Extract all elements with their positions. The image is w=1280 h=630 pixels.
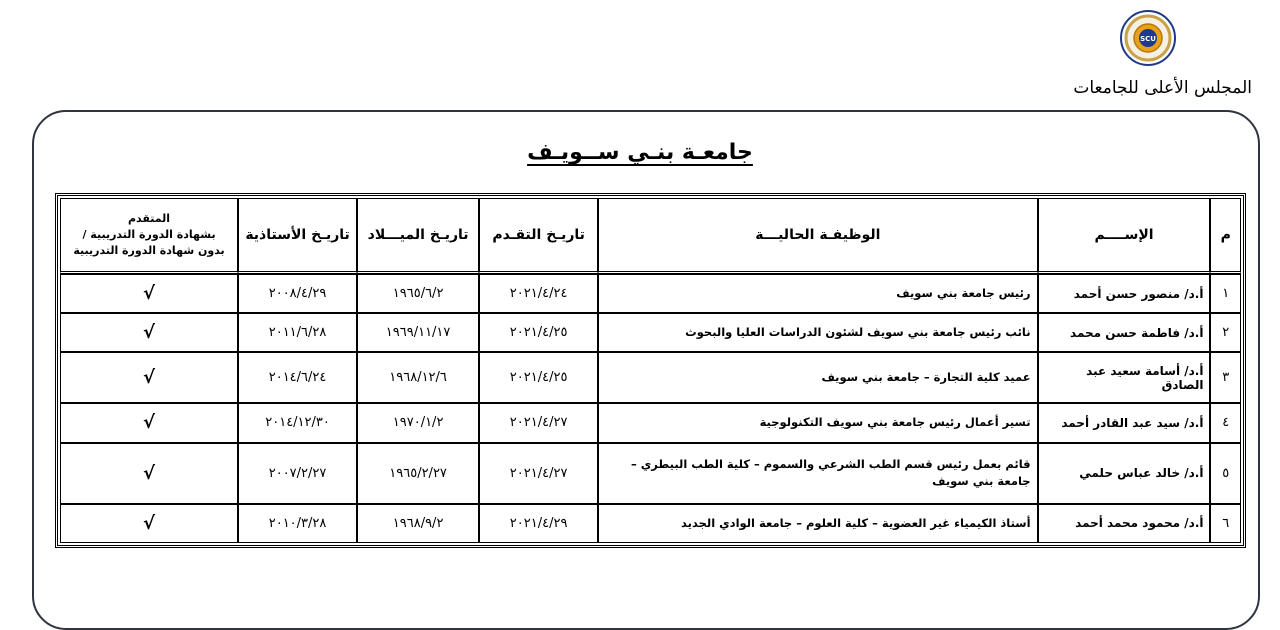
seal-text: SCU (1140, 35, 1156, 43)
cell-job: رئيس جامعة بني سويف (598, 274, 1037, 313)
cell-index: ٢ (1210, 313, 1241, 352)
cell-apply-date: ٢٠٢١/٤/٢٤ (479, 274, 598, 313)
candidates-table (60, 198, 1241, 543)
cell-training-check: √ (60, 403, 238, 442)
cell-job: عميد كلية التجارة – جامعة بني سويف (598, 352, 1037, 403)
council-logo (1042, 8, 1252, 100)
header-name: الإســــم (1038, 198, 1211, 274)
cell-index: ٦ (1210, 504, 1241, 543)
cell-training-check: √ (60, 504, 238, 543)
cell-apply-date: ٢٠٢١/٤/٢٩ (479, 504, 598, 543)
cell-prof-date: ٢٠٠٧/٢/٢٧ (238, 443, 357, 504)
cell-prof-date: ٢٠١١/٦/٢٨ (238, 313, 357, 352)
cell-job: نائب رئيس جامعة بني سويف لشئون الدراسات العليا والبحوث (598, 313, 1037, 352)
council-name: المجلس الأعلى للجامعات (1073, 78, 1252, 98)
cell-birth-date: ١٩٧٠/١/٢ (357, 403, 479, 442)
cell-job: قائم بعمل رئيس قسم الطب الشرعي والسموم – كلية الطب البيطري – جامعة بني سويف (598, 443, 1037, 504)
cell-training-check: √ (60, 443, 238, 504)
table-row (60, 443, 1241, 504)
cell-index: ٥ (1210, 443, 1241, 504)
cell-job: أستاذ الكيمياء غير العضوية – كلية العلوم – جامعة الوادي الجديد (598, 504, 1037, 543)
header-prof-date: تاريـخ الأستاذية (238, 198, 357, 274)
cell-index: ٤ (1210, 403, 1241, 442)
cell-prof-date: ٢٠٠٨/٤/٢٩ (238, 274, 357, 313)
cell-job: تسير أعمال رئيس جامعة بني سويف التكنولوجية (598, 403, 1037, 442)
table-row (60, 403, 1241, 442)
table-row (60, 313, 1241, 352)
cell-training-check: √ (60, 313, 238, 352)
header-apply-date: تاريـخ التقـدم (479, 198, 598, 274)
header-job: الوظيفـة الحاليـــة (598, 198, 1037, 274)
cell-apply-date: ٢٠٢١/٤/٢٥ (479, 352, 598, 403)
cell-apply-date: ٢٠٢١/٤/٢٧ (479, 403, 598, 442)
cell-name: أ.د/ خالد عباس حلمي (1038, 443, 1211, 504)
cell-birth-date: ١٩٦٩/١١/١٧ (357, 313, 479, 352)
page-title: جامعـة بنـي ســويـف (527, 140, 753, 165)
cell-training-check: √ (60, 352, 238, 403)
cell-name: أ.د/ فاطمة حسن محمد (1038, 313, 1211, 352)
cell-birth-date: ١٩٦٥/٢/٢٧ (357, 443, 479, 504)
cell-prof-date: ٢٠١٠/٣/٢٨ (238, 504, 357, 543)
cell-apply-date: ٢٠٢١/٤/٢٥ (479, 313, 598, 352)
cell-name: أ.د/ محمود محمد أحمد (1038, 504, 1211, 543)
table-header-row (60, 198, 1241, 274)
council-seal (1120, 10, 1176, 66)
cell-index: ٣ (1210, 352, 1241, 403)
table-row (60, 352, 1241, 403)
cell-apply-date: ٢٠٢١/٤/٢٧ (479, 443, 598, 504)
cell-name: أ.د/ سيد عبد القادر أحمد (1038, 403, 1211, 442)
cell-name: أ.د/ أسامة سعيد عبد الصادق (1038, 352, 1211, 403)
cell-prof-date: ٢٠١٤/١٢/٣٠ (238, 403, 357, 442)
cell-training-check: √ (60, 274, 238, 313)
cell-birth-date: ١٩٦٨/٩/٢ (357, 504, 479, 543)
header-birth-date: تاريـخ الميـــلاد (357, 198, 479, 274)
cell-birth-date: ١٩٦٥/٦/٢ (357, 274, 479, 313)
table-row (60, 504, 1241, 543)
table-row (60, 274, 1241, 313)
cell-name: أ.د/ منصور حسن أحمد (1038, 274, 1211, 313)
header-training: المتقدم بشهادة الدورة التدريبية / بدون شهادة الدورة التدريبية (60, 198, 238, 274)
cell-prof-date: ٢٠١٤/٦/٢٤ (238, 352, 357, 403)
header-index: م (1210, 198, 1241, 274)
cell-index: ١ (1210, 274, 1241, 313)
cell-birth-date: ١٩٦٨/١٢/٦ (357, 352, 479, 403)
candidates-table-container (55, 193, 1246, 548)
